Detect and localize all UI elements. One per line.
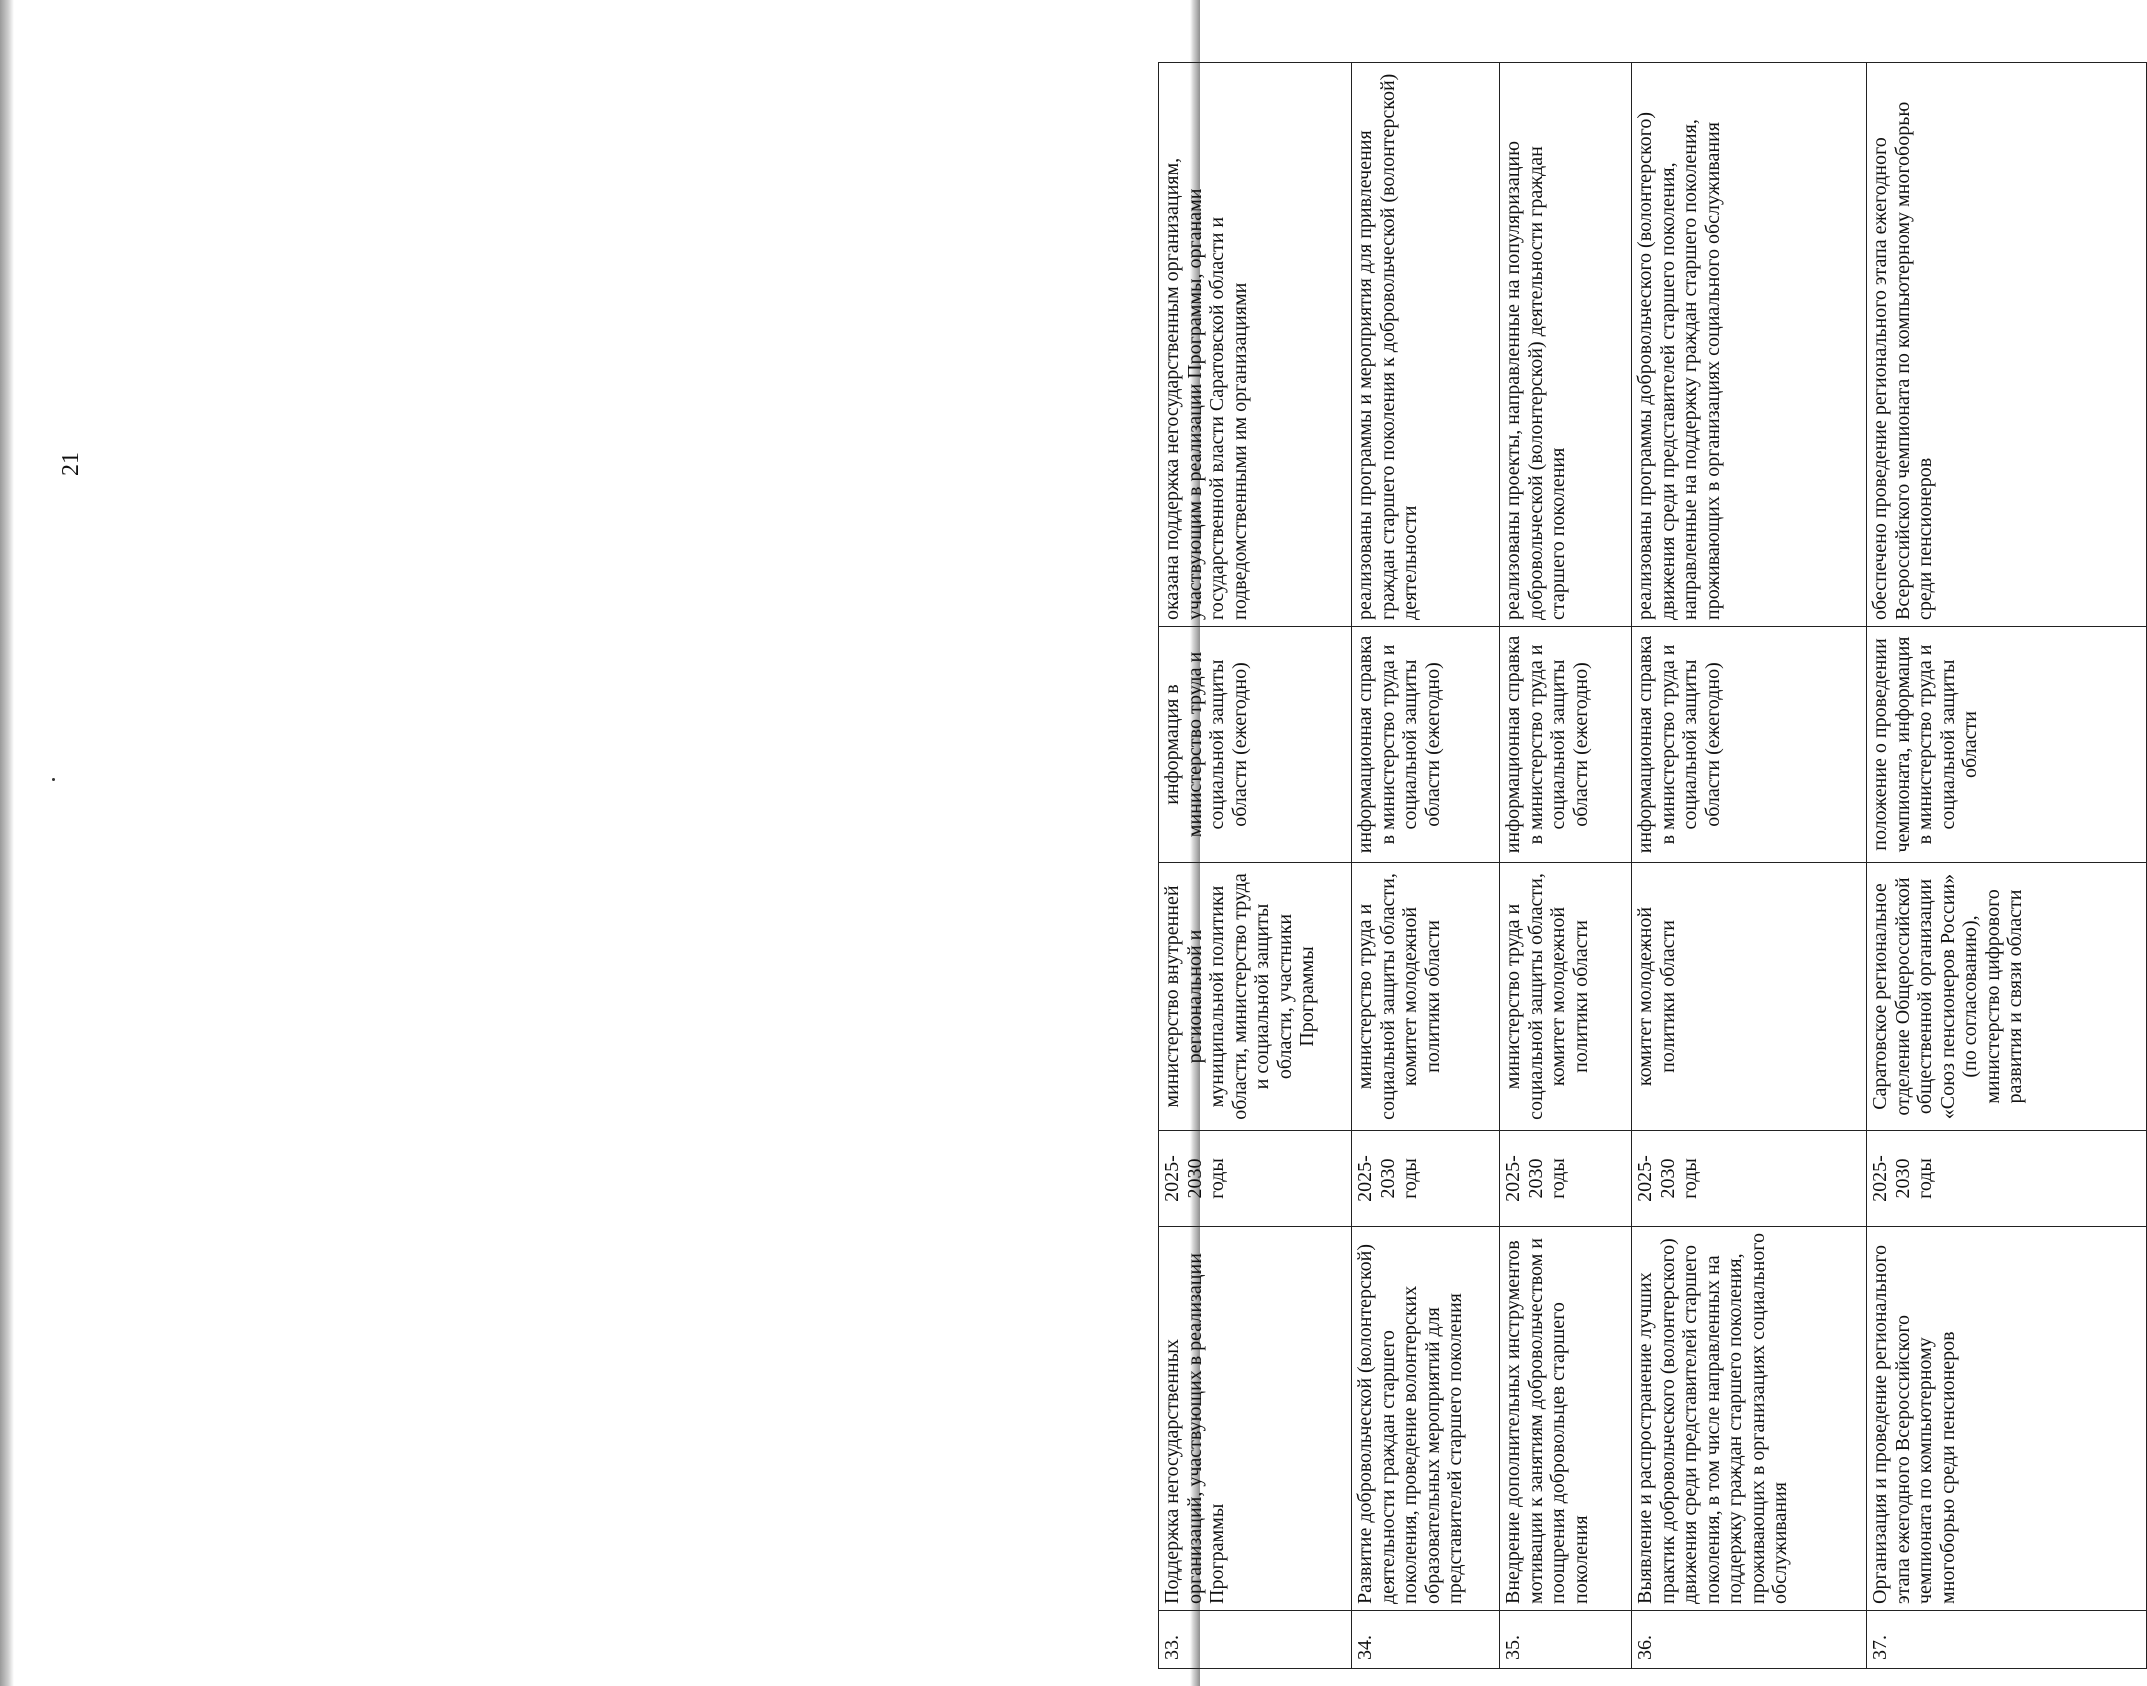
row-number: 37.: [1867, 1611, 2147, 1669]
table-row: [1352, 63, 1500, 1669]
row-number: 35.: [1500, 1611, 1632, 1669]
document-cell: информационная справка в министерство труда и социальной защиты области (ежегодно): [1352, 627, 1500, 863]
executors-cell: Саратовское региональное отделение Общероссийской общественной организации «Союз пенсионеров России» (по согласованию), министерство цифрового развития и связи области: [1867, 863, 2147, 1131]
period-cell: 2025-2030 годы: [1159, 1131, 1352, 1227]
row-number: 34.: [1352, 1611, 1500, 1669]
executors-cell: министерство труда и социальной защиты области, комитет молодежной политики области: [1352, 863, 1500, 1131]
document-cell: информационная справка в министерство труда и социальной защиты области (ежегодно): [1632, 627, 1867, 863]
action-cell: Организация и проведение регионального этапа ежегодного Всероссийского чемпионата по компьютерному многоборью среди пенсионеров: [1867, 1227, 2147, 1611]
action-cell: Внедрение дополнительных инструментов мотивации к занятиям добровольчеством и поощрения добровольцев старшего поколения: [1500, 1227, 1632, 1611]
executors-cell: министерство труда и социальной защиты области, комитет молодежной политики области: [1500, 863, 1632, 1131]
document-cell: информация в министерство труда и социальной защиты области (ежегодно): [1159, 627, 1352, 863]
rotated-table-wrapper: [1158, 63, 2146, 1669]
document-cell: положение о проведении чемпионата, информация в министерство труда и социальной защиты области: [1867, 627, 2147, 863]
page-number: 21: [58, 452, 84, 476]
executors-cell: министерство внутренней региональной и муниципальной политики области, министерство труда и социальной защиты области, участники Программы: [1159, 863, 1352, 1131]
table-row: [1632, 63, 1867, 1669]
period-cell: 2025-2030 годы: [1632, 1131, 1867, 1227]
scan-edge-left: [0, 0, 14, 1686]
period-cell: 2025-2030 годы: [1352, 1131, 1500, 1227]
period-cell: 2025-2030 годы: [1867, 1131, 2147, 1227]
action-cell: Развитие добровольческой (волонтерской) деятельности граждан старшего поколения, проведение волонтерских образовательных мероприятий для представителей старшего поколения: [1352, 1227, 1500, 1611]
row-number: 36.: [1632, 1611, 1867, 1669]
result-cell: реализованы проекты, направленные на популяризацию добровольческой (волонтерской) деятельности граждан старшего поколения: [1500, 63, 1632, 627]
executors-cell: комитет молодежной политики области: [1632, 863, 1867, 1131]
result-cell: обеспечено проведение регионального этапа ежегодного Всероссийского чемпионата по компьютерному многоборью среди пенсионеров: [1867, 63, 2147, 627]
document-cell: информационная справка в министерство труда и социальной защиты области (ежегодно): [1500, 627, 1632, 863]
program-actions-table: [1158, 62, 2147, 1669]
table-row: [1867, 63, 2147, 1669]
action-cell: Поддержка негосударственных организаций, участвующих в реализации Программы: [1159, 1227, 1352, 1611]
scan-speck: [52, 778, 55, 781]
result-cell: реализованы программы добровольческого (волонтерского) движения среди представителей старшего поколения, направленные на поддержку граждан старшего поколения, проживающих в организациях социального обслуживания: [1632, 63, 1867, 627]
result-cell: оказана поддержка негосударственным организациям, участвующим в реализации Программы, органами государственной власти Саратовской области и подведомственными им организациями: [1159, 63, 1352, 627]
table-row: [1500, 63, 1632, 1669]
row-number: 33.: [1159, 1611, 1352, 1669]
result-cell: реализованы программы и мероприятия для привлечения граждан старшего поколения к добровольческой (волонтерской) деятельности: [1352, 63, 1500, 627]
period-cell: 2025-2030 годы: [1500, 1131, 1632, 1227]
table-row: [1159, 63, 1352, 1669]
action-cell: Выявление и распространение лучших практик добровольческого (волонтерского) движения среди представителей старшего поколения, в том числе направленных на поддержку граждан старшего поколения, проживающих в организациях социального обслуживания: [1632, 1227, 1867, 1611]
